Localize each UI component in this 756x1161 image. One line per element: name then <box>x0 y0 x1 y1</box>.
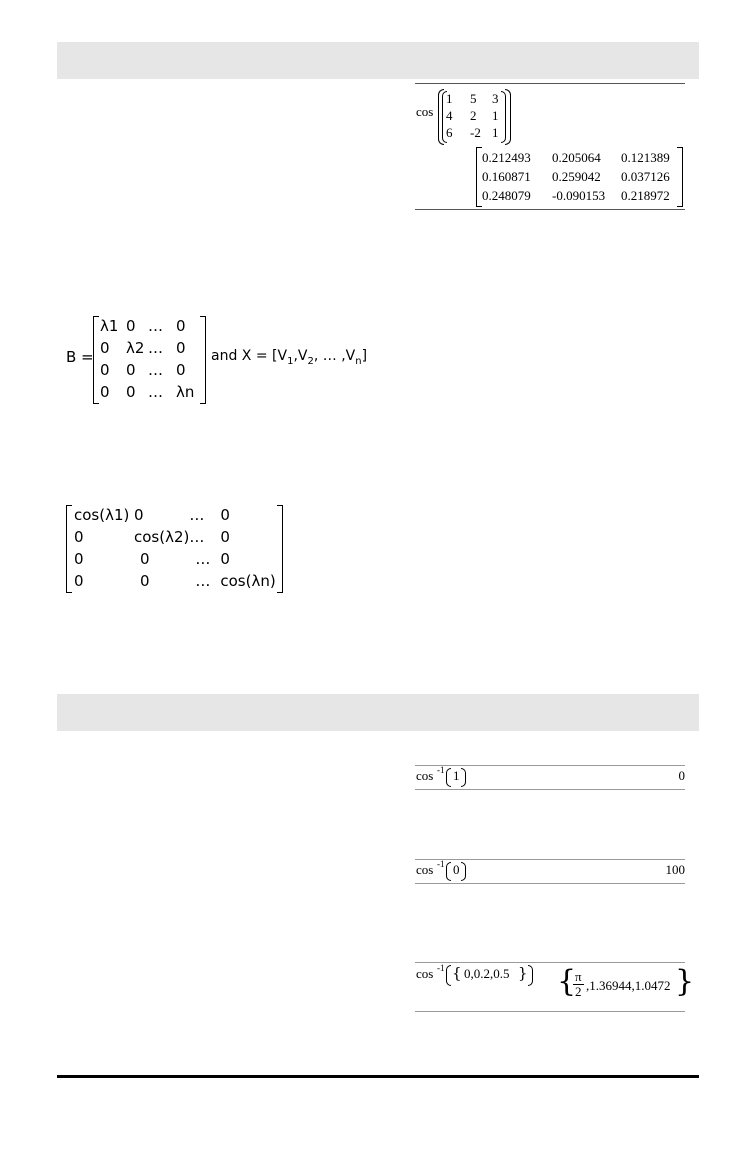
matrix-cell: 3 <box>492 91 499 106</box>
b-cell: λn <box>176 383 195 401</box>
example-a-result: 0 <box>678 768 685 783</box>
b-matrix-row <box>100 381 194 403</box>
example-bottom-rule <box>415 209 685 210</box>
matrix-cell: 0.205064 <box>552 150 601 165</box>
expr-func: cos <box>416 768 434 783</box>
expr-paren-right <box>528 965 533 986</box>
expr-sup: -1 <box>437 859 445 869</box>
b-cell <box>100 315 126 337</box>
cos-cell: 0 <box>220 528 230 546</box>
matrix-cell: 0.259042 <box>552 169 601 184</box>
x-def-ellipsis: , … ,V <box>313 348 356 364</box>
expr-func: cos <box>416 966 434 981</box>
input-matrix-row <box>446 90 502 107</box>
matrix-cell: 1 <box>492 125 499 140</box>
cos-cell: 0 <box>74 550 84 568</box>
input-matrix-row <box>446 107 502 124</box>
section-header-band-top <box>57 42 699 79</box>
b-cell: … <box>148 361 163 379</box>
cos-cell: … <box>195 572 211 590</box>
matrix-cell: -2 <box>470 125 481 140</box>
b-cell: 0 <box>176 339 186 357</box>
expr-func: cos <box>416 862 434 877</box>
cos-bracket-left <box>66 505 72 593</box>
b-bracket-left <box>93 316 99 404</box>
cos-cell: 0 <box>220 506 230 524</box>
x-def-close: ] <box>361 348 368 364</box>
expr-sup: -1 <box>437 963 445 973</box>
fraction-numerator: π <box>575 969 582 984</box>
input-matrix <box>446 90 502 141</box>
x-definition <box>211 348 367 367</box>
matrix-cell: 0.121389 <box>621 150 670 165</box>
matrix-cell: -0.090153 <box>552 188 606 203</box>
matrix-cell: 2 <box>470 108 477 123</box>
result-bracket-right <box>677 147 683 207</box>
b-cell: … <box>148 383 163 401</box>
cos-cell: … <box>189 528 205 546</box>
b-cell: λ2 <box>126 339 145 357</box>
cos-matrix-result <box>476 147 684 207</box>
cos-cell: cos(λ1) <box>74 506 130 524</box>
result-brace-right: } <box>675 964 695 999</box>
example-b-result: 100 <box>665 862 685 877</box>
cos-func-label: cos <box>416 104 434 119</box>
result-matrix-row <box>482 148 670 167</box>
b-cell: 0 <box>126 317 136 335</box>
result-matrix <box>482 148 670 205</box>
matrix-cell: 0.037126 <box>621 169 670 184</box>
b-cell: 0 <box>100 339 110 357</box>
brace-left: { <box>452 964 462 982</box>
expr-sup: -1 <box>437 765 445 775</box>
b-matrix-row <box>100 359 194 381</box>
section-header-band-middle <box>57 694 699 731</box>
matrix-cell: 0.248079 <box>482 188 531 203</box>
matrix-cell: 0.160871 <box>482 169 531 184</box>
b-cell: 0 <box>176 317 186 335</box>
cos-bracket-right <box>277 505 283 593</box>
cos-cell: cos(λn) <box>220 572 276 590</box>
example-c-expression <box>416 963 546 987</box>
cos-cell: 0 <box>140 550 150 568</box>
formula-cos-diagonal <box>66 503 288 595</box>
b-matrix-row <box>100 315 194 337</box>
cos-cell: 0 <box>74 572 84 590</box>
cos-cell: … <box>189 506 205 524</box>
footer-rule <box>57 1075 699 1078</box>
cos-cell: 0 <box>140 572 150 590</box>
x-sub-1: 1 <box>287 355 294 367</box>
example-b-bottom-rule <box>415 883 685 884</box>
cos-matrix-row <box>74 570 276 592</box>
matrix-cell: 4 <box>446 108 453 123</box>
expr-arg: 0 <box>453 862 460 877</box>
b-matrix <box>100 315 194 403</box>
cos-cell: cos(λ2) <box>134 528 190 546</box>
result-values: ,1.36944,1.0472 <box>586 978 671 993</box>
cos-cell: 0 <box>134 506 144 524</box>
example-a-bottom-rule <box>415 789 685 790</box>
expr-paren-left <box>446 768 451 787</box>
matrix-cell: 0.212493 <box>482 150 531 165</box>
x-sub-n: n <box>355 355 362 367</box>
pi-over-2 <box>573 970 584 999</box>
cos-matrix-row <box>74 526 276 548</box>
cos-matrix-row <box>74 504 276 526</box>
b-cell: 0 <box>126 383 136 401</box>
example-c-result <box>557 964 695 1006</box>
example-a-expression <box>416 766 576 788</box>
x-sub-2: 2 <box>307 355 314 367</box>
cos-cell: 0 <box>220 550 230 568</box>
b-cell: … <box>148 317 163 335</box>
outer-paren-right <box>505 89 511 145</box>
lambda-1: λ1 <box>100 317 119 335</box>
x-def-prefix: and X = [V <box>211 348 288 364</box>
formula-b-definition <box>64 313 368 405</box>
matrix-cell: 0.218972 <box>621 188 670 203</box>
b-cell: 0 <box>100 383 110 401</box>
b-matrix-row <box>100 337 194 359</box>
example-b-expression <box>416 860 576 882</box>
expr-paren-right <box>461 862 466 881</box>
expr-paren-left <box>446 965 451 986</box>
matrix-cell: 6 <box>446 125 453 140</box>
b-cell: … <box>148 339 163 357</box>
cos-matrix-input <box>416 88 516 144</box>
expr-paren-left <box>446 862 451 881</box>
formula-b-lhs: B = <box>66 348 94 366</box>
cos-cell: 0 <box>74 528 84 546</box>
b-bracket-right <box>200 316 206 404</box>
example-c-bottom-rule <box>415 1011 685 1012</box>
expr-paren-right <box>461 768 466 787</box>
x-def-sep: ,V <box>293 348 308 364</box>
expr-arg: 1 <box>453 768 460 783</box>
brace-right: } <box>518 964 528 982</box>
b-cell: 0 <box>176 361 186 379</box>
result-matrix-row <box>482 167 670 186</box>
result-brace-left: { <box>557 964 577 999</box>
example-top-rule <box>415 83 685 84</box>
matrix-cell: 5 <box>470 91 477 106</box>
matrix-cell: 1 <box>492 108 499 123</box>
cos-matrix-row <box>74 548 276 570</box>
input-matrix-row <box>446 124 502 141</box>
expr-arg: 0,0.2,0.5 <box>464 966 510 981</box>
result-matrix-row <box>482 186 670 205</box>
fraction-denominator: 2 <box>575 984 582 999</box>
cos-diag-matrix <box>74 504 276 592</box>
matrix-cell: 1 <box>446 91 453 106</box>
b-cell: 0 <box>100 361 110 379</box>
b-cell: 0 <box>126 361 136 379</box>
cos-cell: … <box>195 550 211 568</box>
